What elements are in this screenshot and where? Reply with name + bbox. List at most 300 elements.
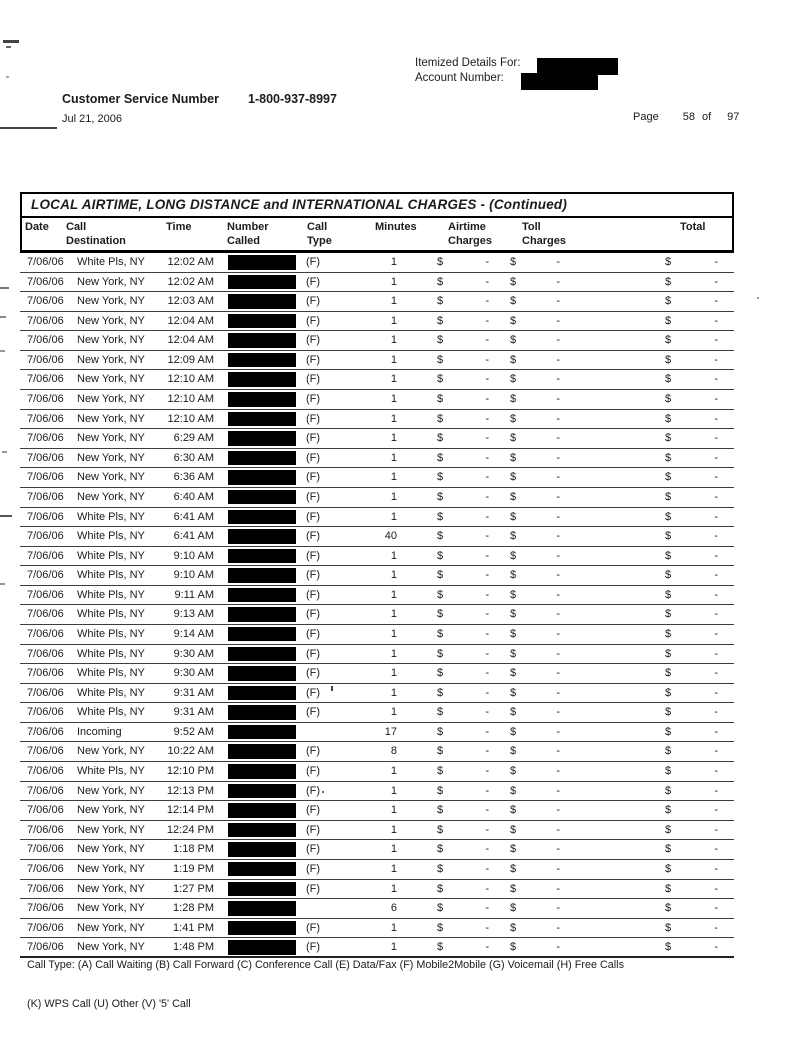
cell-time: 12:14 PM xyxy=(166,804,214,817)
redaction-bar-number-called xyxy=(228,803,296,818)
cell-toll-charges: $ - xyxy=(510,686,560,699)
cell-date: 7/06/06 xyxy=(27,549,64,562)
scan-artifact xyxy=(757,297,759,299)
cell-toll-charges: $ - xyxy=(510,745,560,758)
cell-date: 7/06/06 xyxy=(27,373,64,386)
cell-date: 7/06/06 xyxy=(27,334,64,347)
cell-toll-charges: $ - xyxy=(510,608,560,621)
currency-symbol: $ xyxy=(510,471,517,484)
column-header-minutes: Minutes xyxy=(375,221,417,233)
currency-symbol: $ xyxy=(510,882,517,895)
cell-minutes: 1 xyxy=(390,295,397,308)
redaction-bar-number-called xyxy=(228,549,296,564)
redaction-bar-number-called xyxy=(228,529,296,544)
cell-toll-charges: $ - xyxy=(510,353,560,366)
cell-call-type: (F) xyxy=(306,510,321,523)
cell-minutes: 1 xyxy=(390,608,397,621)
currency-symbol: $ xyxy=(510,490,517,503)
currency-symbol: $ xyxy=(437,490,444,503)
cell-toll-charges: $ - xyxy=(510,393,560,406)
cell-airtime-charges: $ - xyxy=(437,765,489,778)
cell-call-type: (F) xyxy=(306,588,321,601)
cell-minutes: 1 xyxy=(390,843,397,856)
cell-minutes: 1 xyxy=(390,862,397,875)
redaction-bar-number-called xyxy=(228,744,296,759)
cell-minutes: 1 xyxy=(390,706,397,719)
table-row xyxy=(20,351,734,371)
cell-minutes: 1 xyxy=(390,490,397,503)
cell-destination: White Pls, NY xyxy=(77,706,145,719)
currency-symbol: $ xyxy=(437,745,444,758)
cell-toll-charges: $ - xyxy=(510,588,560,601)
redaction-bar-number-called xyxy=(228,921,296,936)
cell-airtime-charges: $ - xyxy=(437,941,489,954)
cell-minutes: 1 xyxy=(390,588,397,601)
cell-total: $ - xyxy=(665,608,718,621)
currency-symbol: $ xyxy=(437,902,444,915)
cell-time: 12:10 AM xyxy=(167,412,214,425)
cell-call-type: (F) xyxy=(306,745,321,758)
cell-destination: New York, NY xyxy=(77,823,145,836)
cell-destination: New York, NY xyxy=(77,334,145,347)
currency-symbol: $ xyxy=(437,862,444,875)
cell-call-type: (F) xyxy=(306,334,321,347)
cell-destination: White Pls, NY xyxy=(77,588,145,601)
currency-symbol: $ xyxy=(510,823,517,836)
redaction-bar-number-called xyxy=(228,333,296,348)
cell-total: $ - xyxy=(665,784,718,797)
scan-artifact xyxy=(0,350,5,352)
table-row xyxy=(20,331,734,351)
cell-total: $ - xyxy=(665,549,718,562)
cell-total: $ - xyxy=(665,334,718,347)
cell-minutes: 1 xyxy=(390,667,397,680)
cell-time: 6:36 AM xyxy=(173,471,214,484)
redaction-bar-number-called xyxy=(228,764,296,779)
currency-symbol: $ xyxy=(510,510,517,523)
redaction-bar-number-called xyxy=(228,372,296,387)
cell-airtime-charges: $ - xyxy=(437,451,489,464)
currency-symbol: $ xyxy=(510,647,517,660)
currency-symbol: $ xyxy=(665,686,672,699)
cell-airtime-charges: $ - xyxy=(437,823,489,836)
cell-date: 7/06/06 xyxy=(27,256,64,268)
currency-symbol: $ xyxy=(510,745,517,758)
currency-symbol: $ xyxy=(437,765,444,778)
cell-total: $ - xyxy=(665,706,718,719)
cell-total: $ - xyxy=(665,412,718,425)
currency-symbol: $ xyxy=(437,941,444,954)
table-row xyxy=(20,762,734,782)
cell-airtime-charges: $ - xyxy=(437,412,489,425)
currency-symbol: $ xyxy=(437,588,444,601)
table-title: LOCAL AIRTIME, LONG DISTANCE and INTERNATIONAL CHARGES - (Continued) xyxy=(20,192,734,218)
currency-symbol: $ xyxy=(510,784,517,797)
cell-minutes: 1 xyxy=(390,471,397,484)
table-row xyxy=(20,488,734,508)
cell-date: 7/06/06 xyxy=(27,941,64,954)
table-row xyxy=(20,273,734,293)
cell-airtime-charges: $ - xyxy=(437,295,489,308)
cell-time: 6:40 AM xyxy=(173,490,214,503)
table-row xyxy=(20,919,734,939)
currency-symbol: $ xyxy=(665,412,672,425)
cell-toll-charges: $ - xyxy=(510,804,560,817)
cell-call-type: (F) xyxy=(306,862,321,875)
table-row xyxy=(20,840,734,860)
cell-date: 7/06/06 xyxy=(27,823,64,836)
cell-total: $ - xyxy=(665,510,718,523)
cell-date: 7/06/06 xyxy=(27,314,64,327)
cell-airtime-charges: $ - xyxy=(437,686,489,699)
redaction-bar-number-called xyxy=(228,431,296,446)
cell-time: 12:02 AM xyxy=(167,256,214,268)
redaction-bar-number-called xyxy=(228,470,296,485)
currency-symbol: $ xyxy=(437,647,444,660)
cell-airtime-charges: $ - xyxy=(437,256,489,268)
page-total: 97 xyxy=(727,111,740,123)
cell-total: $ - xyxy=(665,353,718,366)
cell-destination: New York, NY xyxy=(77,745,145,758)
cell-time: 9:10 AM xyxy=(173,549,214,562)
cell-time: 9:30 AM xyxy=(173,647,214,660)
cell-date: 7/06/06 xyxy=(27,432,64,445)
redaction-bar-number-called xyxy=(228,392,296,407)
page-of-label: of xyxy=(701,111,712,123)
currency-symbol: $ xyxy=(437,412,444,425)
cell-date: 7/06/06 xyxy=(27,530,64,543)
cell-call-type: (F) xyxy=(306,471,321,484)
cell-toll-charges: $ - xyxy=(510,490,560,503)
cell-time: 10:22 AM xyxy=(167,745,214,758)
redaction-bar-number-called xyxy=(228,607,296,622)
currency-symbol: $ xyxy=(665,393,672,406)
cell-date: 7/06/06 xyxy=(27,412,64,425)
cell-airtime-charges: $ - xyxy=(437,373,489,386)
table-row xyxy=(20,547,734,567)
cell-destination: New York, NY xyxy=(77,804,145,817)
cell-total: $ - xyxy=(665,373,718,386)
table-row xyxy=(20,684,734,704)
cell-airtime-charges: $ - xyxy=(437,784,489,797)
cell-destination: White Pls, NY xyxy=(77,608,145,621)
cell-date: 7/06/06 xyxy=(27,667,64,680)
currency-symbol: $ xyxy=(665,549,672,562)
cell-minutes: 1 xyxy=(390,686,397,699)
currency-symbol: $ xyxy=(437,706,444,719)
cell-call-type: (F) xyxy=(306,373,321,386)
cell-minutes: 6 xyxy=(390,902,397,915)
table-row xyxy=(20,586,734,606)
table-row xyxy=(20,821,734,841)
cell-minutes: 8 xyxy=(390,745,397,758)
currency-symbol: $ xyxy=(665,510,672,523)
table-row xyxy=(20,566,734,586)
currency-symbol: $ xyxy=(437,275,444,288)
currency-symbol: $ xyxy=(437,530,444,543)
cell-toll-charges: $ - xyxy=(510,275,560,288)
cell-airtime-charges: $ - xyxy=(437,314,489,327)
cell-call-type: (F) xyxy=(306,530,321,543)
cell-toll-charges: $ - xyxy=(510,334,560,347)
cell-total: $ - xyxy=(665,823,718,836)
currency-symbol: $ xyxy=(437,256,444,268)
currency-symbol: $ xyxy=(510,353,517,366)
cell-total: $ - xyxy=(665,941,718,954)
currency-symbol: $ xyxy=(510,373,517,386)
cell-date: 7/06/06 xyxy=(27,353,64,366)
cell-toll-charges: $ - xyxy=(510,843,560,856)
cell-minutes: 1 xyxy=(390,921,397,934)
table-row xyxy=(20,292,734,312)
cell-call-type: (F) xyxy=(306,843,321,856)
cell-minutes: 1 xyxy=(390,334,397,347)
currency-symbol: $ xyxy=(665,608,672,621)
cell-destination: New York, NY xyxy=(77,882,145,895)
currency-symbol: $ xyxy=(437,432,444,445)
cell-date: 7/06/06 xyxy=(27,627,64,640)
scan-artifact xyxy=(2,451,7,453)
cell-total: $ - xyxy=(665,765,718,778)
cell-airtime-charges: $ - xyxy=(437,275,489,288)
redaction-bar-number-called xyxy=(228,294,296,309)
table-row xyxy=(20,938,734,958)
itemized-details-label: Itemized Details For: xyxy=(415,57,521,69)
currency-symbol: $ xyxy=(510,627,517,640)
cell-destination: White Pls, NY xyxy=(77,510,145,523)
scan-artifact xyxy=(0,127,57,129)
redaction-bar-number-called xyxy=(228,940,296,955)
currency-symbol: $ xyxy=(437,784,444,797)
cell-toll-charges: $ - xyxy=(510,373,560,386)
cell-destination: White Pls, NY xyxy=(77,549,145,562)
cell-destination: New York, NY xyxy=(77,921,145,934)
currency-symbol: $ xyxy=(437,314,444,327)
cell-call-type: (F) xyxy=(306,314,321,327)
cell-call-type: (F) xyxy=(306,412,321,425)
column-header-call-type: Call Type xyxy=(307,221,332,247)
cell-destination: White Pls, NY xyxy=(77,530,145,543)
redaction-bar-number-called xyxy=(228,842,296,857)
cell-call-type: (F) xyxy=(306,823,321,836)
cell-date: 7/06/06 xyxy=(27,471,64,484)
currency-symbol: $ xyxy=(665,745,672,758)
redaction-bar-number-called xyxy=(228,275,296,290)
cell-call-type: (F) xyxy=(306,882,321,895)
cell-destination: New York, NY xyxy=(77,393,145,406)
table-row xyxy=(20,801,734,821)
cell-toll-charges: $ - xyxy=(510,256,560,268)
account-number-label: Account Number: xyxy=(415,72,504,84)
cell-call-type: (F) xyxy=(306,804,321,817)
table-row xyxy=(20,899,734,919)
currency-symbol: $ xyxy=(437,608,444,621)
cell-date: 7/06/06 xyxy=(27,843,64,856)
cell-date: 7/06/06 xyxy=(27,706,64,719)
cell-destination: New York, NY xyxy=(77,295,145,308)
redaction-bar-number-called xyxy=(228,353,296,368)
cell-airtime-charges: $ - xyxy=(437,510,489,523)
currency-symbol: $ xyxy=(510,334,517,347)
cell-total: $ - xyxy=(665,588,718,601)
currency-symbol: $ xyxy=(665,432,672,445)
cell-toll-charges: $ - xyxy=(510,471,560,484)
cell-time: 9:30 AM xyxy=(173,667,214,680)
redaction-bar-number-called xyxy=(228,510,296,525)
currency-symbol: $ xyxy=(437,804,444,817)
cell-call-type: (F) xyxy=(306,569,321,582)
cell-airtime-charges: $ - xyxy=(437,569,489,582)
redaction-bar-number-called xyxy=(228,686,296,701)
currency-symbol: $ xyxy=(665,706,672,719)
column-header-toll-charges: Toll Charges xyxy=(522,221,567,247)
cell-airtime-charges: $ - xyxy=(437,882,489,895)
currency-symbol: $ xyxy=(665,295,672,308)
cell-date: 7/06/06 xyxy=(27,569,64,582)
currency-symbol: $ xyxy=(510,588,517,601)
cell-call-type: (F) xyxy=(306,490,321,503)
currency-symbol: $ xyxy=(665,765,672,778)
cell-minutes: 1 xyxy=(390,823,397,836)
scan-artifact xyxy=(0,583,5,585)
redaction-bar-number-called xyxy=(228,666,296,681)
cell-call-type: (F) xyxy=(306,256,321,268)
cell-date: 7/06/06 xyxy=(27,784,64,797)
cell-total: $ - xyxy=(665,627,718,640)
currency-symbol: $ xyxy=(437,295,444,308)
cell-destination: New York, NY xyxy=(77,862,145,875)
currency-symbol: $ xyxy=(437,373,444,386)
redaction-bar-number-called xyxy=(228,901,296,916)
cell-total: $ - xyxy=(665,256,718,268)
cell-time: 12:13 PM xyxy=(166,784,214,797)
cell-call-type: (F) xyxy=(306,667,321,680)
cell-toll-charges: $ - xyxy=(510,862,560,875)
page-label: Page xyxy=(633,111,659,123)
currency-symbol: $ xyxy=(510,706,517,719)
redaction-bar-number-called xyxy=(228,314,296,329)
currency-symbol: $ xyxy=(665,627,672,640)
cell-total: $ - xyxy=(665,843,718,856)
cell-total: $ - xyxy=(665,314,718,327)
cell-toll-charges: $ - xyxy=(510,530,560,543)
cell-date: 7/06/06 xyxy=(27,765,64,778)
currency-symbol: $ xyxy=(665,902,672,915)
currency-symbol: $ xyxy=(437,921,444,934)
cell-call-type: (F) xyxy=(306,765,321,778)
currency-symbol: $ xyxy=(437,627,444,640)
cell-toll-charges: $ - xyxy=(510,510,560,523)
charges-table xyxy=(20,192,734,958)
table-row xyxy=(20,664,734,684)
currency-symbol: $ xyxy=(437,686,444,699)
cell-toll-charges: $ - xyxy=(510,295,560,308)
cell-minutes: 1 xyxy=(390,941,397,954)
cell-total: $ - xyxy=(665,490,718,503)
cell-time: 12:04 AM xyxy=(167,334,214,347)
cell-call-type: (F) xyxy=(306,627,321,640)
cell-minutes: 1 xyxy=(390,412,397,425)
cell-call-type: (F) xyxy=(306,275,321,288)
currency-symbol: $ xyxy=(510,412,517,425)
currency-symbol: $ xyxy=(510,608,517,621)
currency-symbol: $ xyxy=(665,647,672,660)
cell-toll-charges: $ - xyxy=(510,921,560,934)
currency-symbol: $ xyxy=(665,471,672,484)
cell-airtime-charges: $ - xyxy=(437,706,489,719)
cell-toll-charges: $ - xyxy=(510,549,560,562)
page-current: 58 xyxy=(682,111,695,123)
redaction-bar-number-called xyxy=(228,451,296,466)
cell-destination: New York, NY xyxy=(77,784,145,797)
currency-symbol: $ xyxy=(510,530,517,543)
cell-time: 12:09 AM xyxy=(167,353,214,366)
table-row xyxy=(20,527,734,547)
cell-airtime-charges: $ - xyxy=(437,490,489,503)
currency-symbol: $ xyxy=(437,353,444,366)
table-row xyxy=(20,703,734,723)
currency-symbol: $ xyxy=(665,334,672,347)
cell-total: $ - xyxy=(665,686,718,699)
redaction-bar-number-called xyxy=(228,705,296,720)
cell-minutes: 1 xyxy=(390,451,397,464)
cell-toll-charges: $ - xyxy=(510,941,560,954)
cell-minutes: 1 xyxy=(390,275,397,288)
cell-minutes: 1 xyxy=(390,627,397,640)
currency-symbol: $ xyxy=(437,569,444,582)
cell-time: 12:10 AM xyxy=(167,373,214,386)
table-row xyxy=(20,449,734,469)
redaction-bar-number-called xyxy=(228,882,296,897)
cell-airtime-charges: $ - xyxy=(437,745,489,758)
cell-time: 12:02 AM xyxy=(167,275,214,288)
scan-artifact xyxy=(6,46,11,48)
currency-symbol: $ xyxy=(437,549,444,562)
currency-symbol: $ xyxy=(510,451,517,464)
cell-time: 12:10 PM xyxy=(166,765,214,778)
currency-symbol: $ xyxy=(665,667,672,680)
cell-total: $ - xyxy=(665,667,718,680)
table-row xyxy=(20,742,734,762)
currency-symbol: $ xyxy=(665,823,672,836)
scan-artifact xyxy=(6,76,9,78)
scan-artifact xyxy=(0,316,6,318)
currency-symbol: $ xyxy=(665,804,672,817)
cell-date: 7/06/06 xyxy=(27,393,64,406)
cell-airtime-charges: $ - xyxy=(437,804,489,817)
table-row xyxy=(20,723,734,743)
cell-airtime-charges: $ - xyxy=(437,530,489,543)
cell-toll-charges: $ - xyxy=(510,725,560,738)
cell-date: 7/06/06 xyxy=(27,882,64,895)
cell-airtime-charges: $ - xyxy=(437,843,489,856)
cell-minutes: 1 xyxy=(390,393,397,406)
cell-destination: New York, NY xyxy=(77,490,145,503)
cell-time: 9:10 AM xyxy=(173,569,214,582)
currency-symbol: $ xyxy=(665,784,672,797)
cell-date: 7/06/06 xyxy=(27,745,64,758)
cell-toll-charges: $ - xyxy=(510,902,560,915)
currency-symbol: $ xyxy=(437,823,444,836)
cell-time: 12:10 AM xyxy=(167,393,214,406)
currency-symbol: $ xyxy=(510,686,517,699)
cell-minutes: 1 xyxy=(390,373,397,386)
table-row xyxy=(20,508,734,528)
cell-minutes: 1 xyxy=(390,882,397,895)
cell-total: $ - xyxy=(665,804,718,817)
cell-toll-charges: $ - xyxy=(510,784,560,797)
column-header-number-called: Number Called xyxy=(227,221,269,247)
